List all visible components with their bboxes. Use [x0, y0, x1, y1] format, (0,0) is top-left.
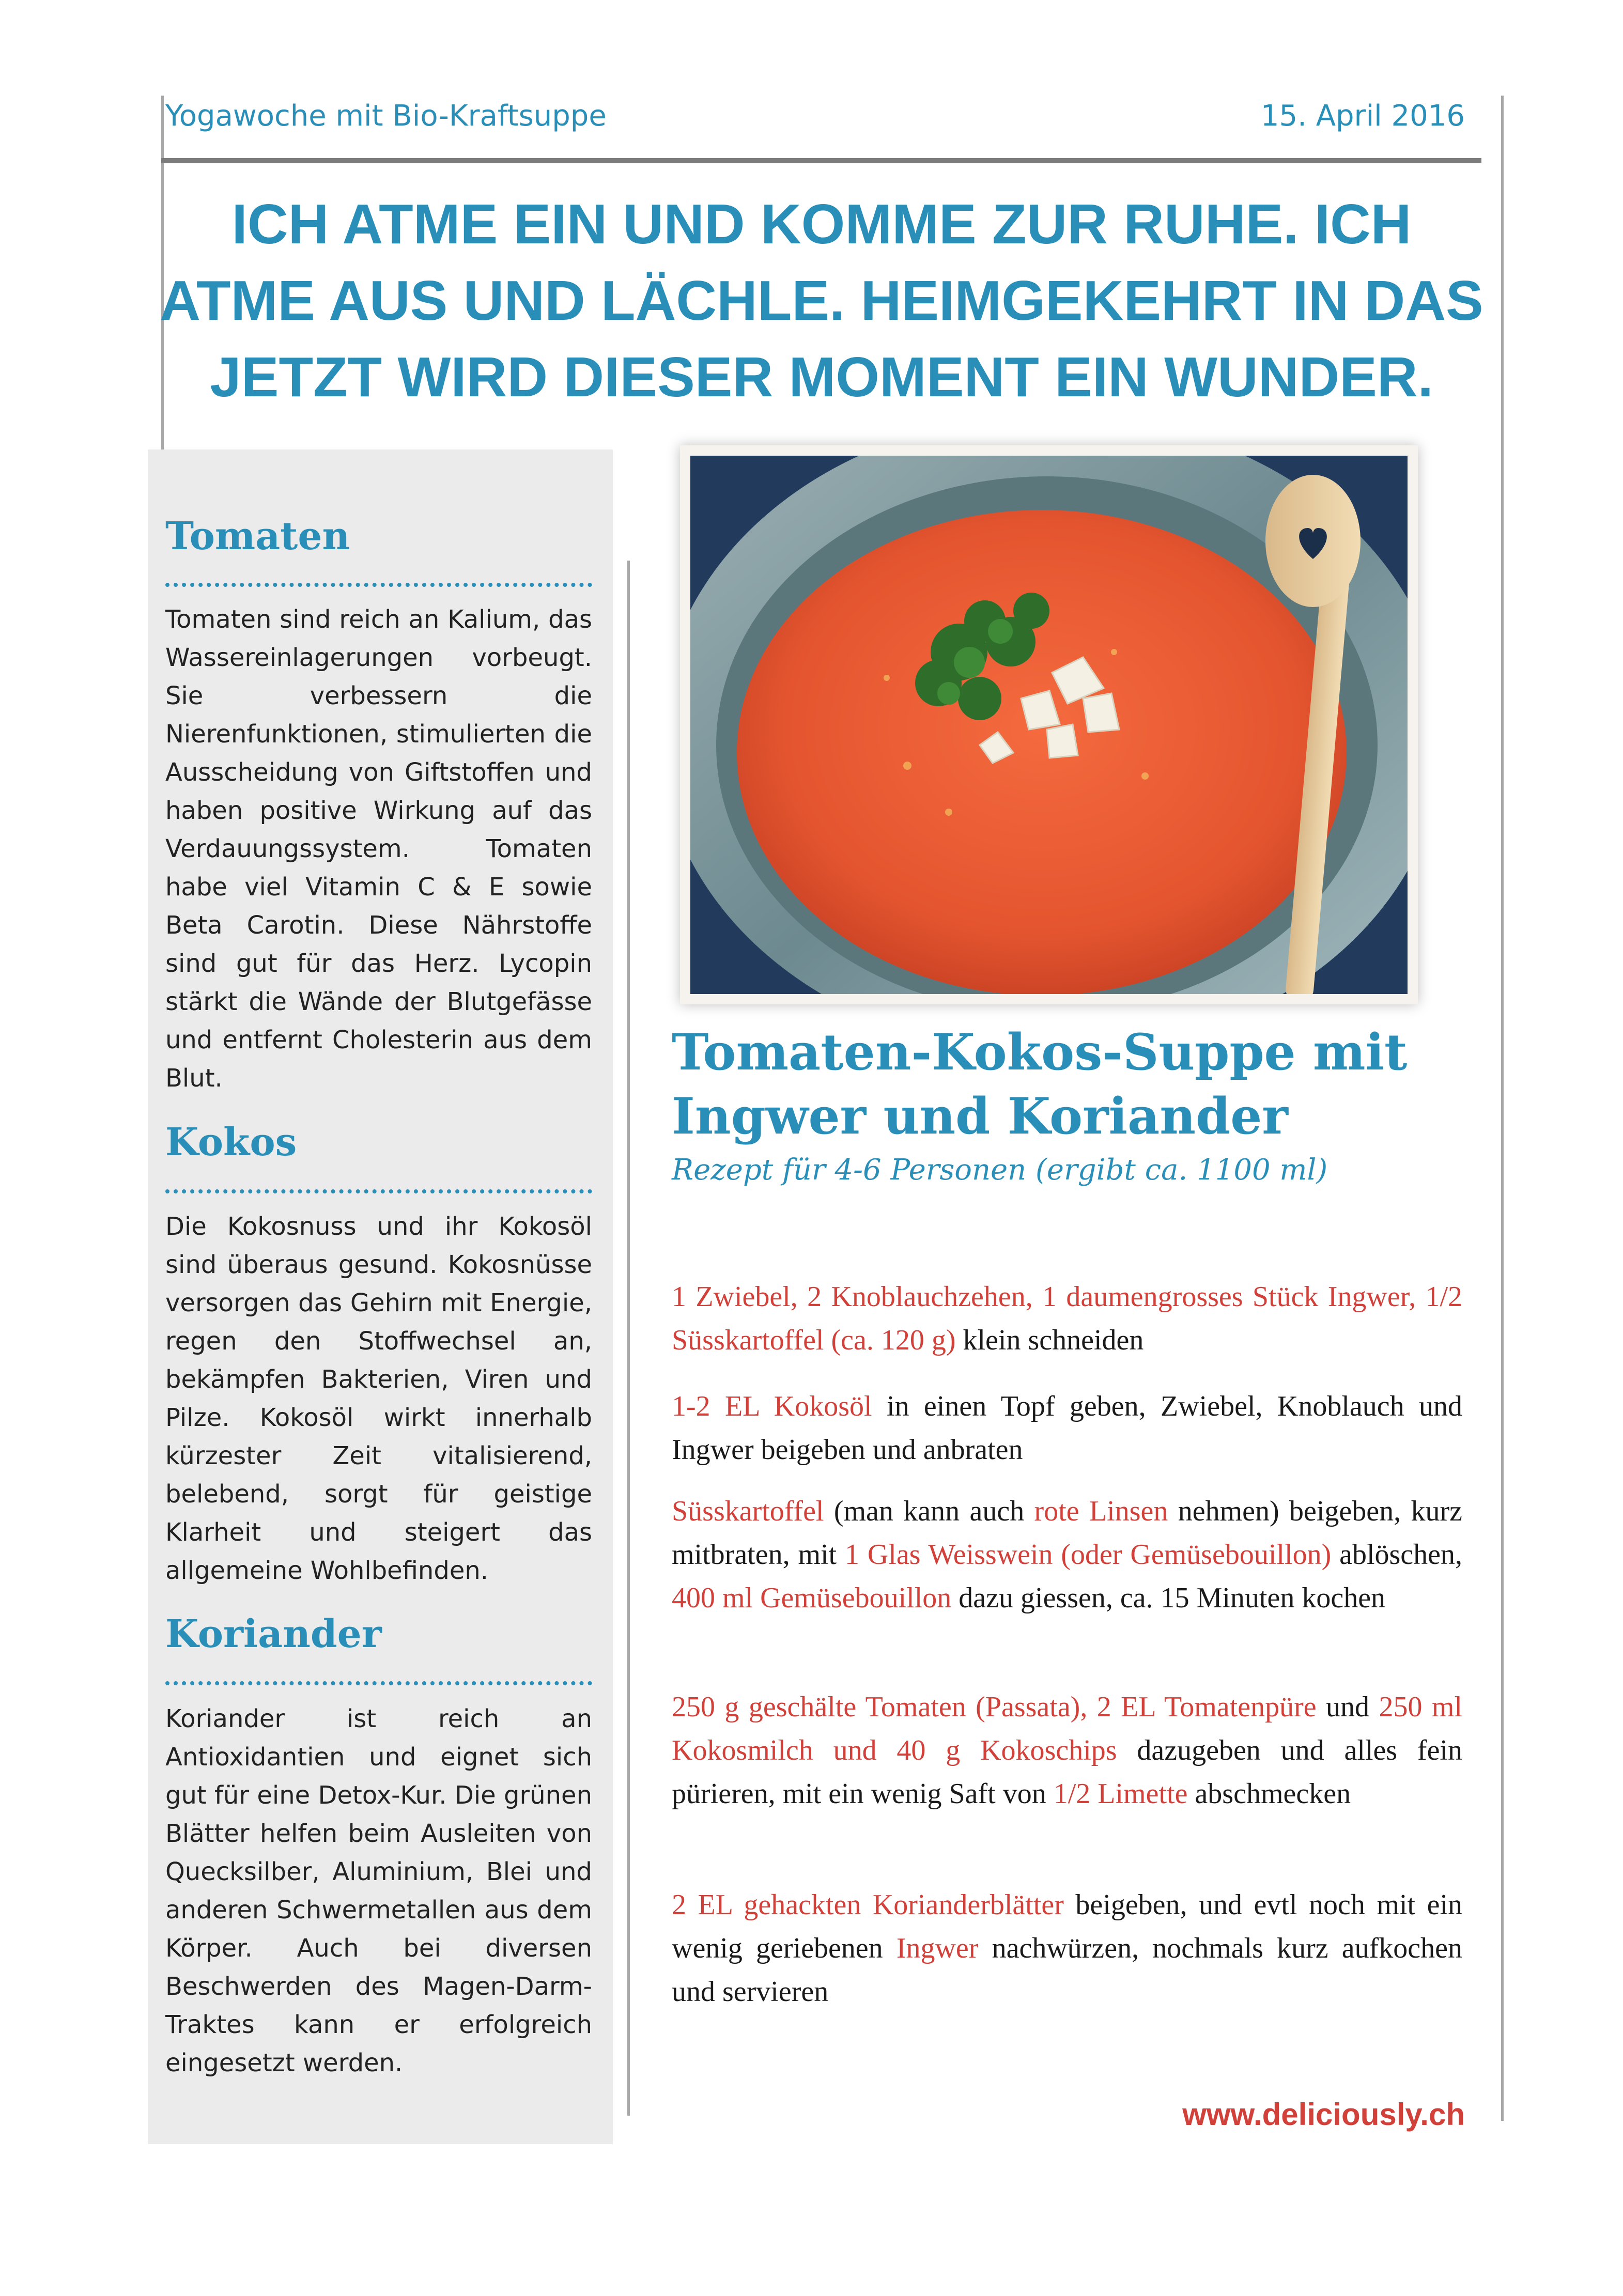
info-sidebar — [148, 449, 613, 2144]
ingredient-text: Süsskartoffel — [672, 1495, 824, 1527]
ingredient-text: 250 ml Kokosmilch und 40 g Kokoschips — [672, 1691, 1463, 1766]
instruction-text: nehmen) beigeben, kurz mitbraten, mit — [672, 1495, 1462, 1571]
instruction-text: beigeben, und evtl noch mit ein wenig geriebenen — [672, 1889, 1462, 1964]
sidebar-dotted-divider — [165, 1681, 592, 1685]
sidebar-heading-koriander: Koriander — [165, 1612, 382, 1656]
instruction-text: (man kann auch — [824, 1495, 1034, 1527]
soup-photo — [680, 445, 1418, 1004]
recipe-step-2 — [672, 1385, 1462, 1471]
right-margin-rule — [1501, 96, 1504, 2121]
ingredient-text: 2 EL gehackten Korianderblätter — [672, 1889, 1064, 1921]
website-link[interactable]: www.deliciously.ch — [1182, 2097, 1465, 2132]
instruction-text: dazugeben und alles fein pürieren, mit ein wenig Saft von — [672, 1734, 1462, 1810]
ingredient-text: 250 g geschälte Tomaten (Passata), 2 EL Tomatenpüre — [672, 1691, 1317, 1723]
ingredient-text: 1 Zwiebel, 2 Knoblauchzehen, 1 daumengrosses Stück Ingwer, 1/2 Süsskartoffel (ca. 120 g) — [672, 1281, 1462, 1356]
instruction-text: in einen Topf geben, Zwiebel, Knoblauch und Ingwer beigeben und anbraten — [672, 1390, 1462, 1466]
ingredient-text: Ingwer — [896, 1932, 979, 1964]
ingredient-text: 1 Glas Weisswein (oder Gemüsebouillon) — [844, 1539, 1332, 1571]
sidebar-heading-tomaten: Tomaten — [165, 514, 350, 559]
header-title: Yogawoche mit Bio-Kraftsuppe — [165, 99, 607, 133]
recipe-subtitle: Rezept für 4-6 Personen (ergibt ca. 1100 ml) — [672, 1153, 1328, 1187]
sidebar-text-kokos: Die Kokosnuss und ihr Kokosöl sind überaus gesund. Kokosnüsse versorgen das Gehirn mit Energie, regen den Stoffwechsel an, bekämpfen Bakterien, Viren und Pilze. Kokosöl wirkt innerhalb kürzester Zeit vitalisierend, belebend, sorgt für geistige Klarheit und steigert das allgemeine Wohlbefinden. — [165, 1212, 592, 1585]
ingredient-text: 1/2 Limette — [1053, 1778, 1188, 1810]
recipe-step-1 — [672, 1275, 1462, 1362]
sidebar-text-koriander: Koriander ist reich an Antioxidantien und eignet sich gut für eine Detox-Kur. Die grünen Blätter helfen beim Ausleiten von Quecksilber, Aluminium, Blei und anderen Schwermetallen aus dem Körper. Auch bei diversen Beschwerden des Magen-Darm-Traktes kann er erfolgreich eingesetzt werden. — [165, 1704, 592, 2077]
sidebar-dotted-divider — [165, 583, 592, 587]
header-divider — [161, 158, 1481, 163]
instruction-text: nachwürzen, nochmals kurz aufkochen und servieren — [672, 1932, 1462, 2008]
recipe-step-4 — [672, 1685, 1462, 1816]
ingredient-text: 1-2 EL Kokosöl — [672, 1390, 872, 1422]
ingredient-text: 400 ml Gemüsebouillon — [672, 1582, 952, 1614]
instruction-text: und — [1316, 1691, 1379, 1723]
soup-photo-image — [690, 456, 1408, 994]
instruction-text: dazu giessen, ca. 15 Minuten kochen — [951, 1582, 1386, 1614]
recipe-title: Tomaten-Kokos-Suppe mit Ingwer und Koriander — [672, 1023, 1408, 1145]
sidebar-heading-kokos: Kokos — [165, 1120, 297, 1165]
instruction-text: ablöschen, — [1331, 1539, 1463, 1571]
instruction-text: abschmecken — [1187, 1778, 1351, 1810]
header-date: 15. April 2016 — [1260, 99, 1465, 133]
sidebar-text-tomaten: Tomaten sind reich an Kalium, das Wassereinlagerungen vorbeugt. Sie verbessern die Nierenfunktionen, stimulierten die Ausscheidung von Giftstoffen und haben positive Wirkung auf das Verdauungssystem. Tomaten habe viel Vitamin C & E sowie Beta Carotin. Diese Nährstoffe sind gut für das Herz. Lycopin stärkt die Wände der Blutgefässe und entfernt Cholesterin aus dem Blut. — [165, 605, 592, 1093]
sidebar-dotted-divider — [165, 1189, 592, 1193]
headline-quote: ICH ATME EIN UND KOMME ZUR RUHE. ICH ATME AUS UND LÄCHLE. HEIMGEKEHRT IN DAS JETZT WIRD DIESER MOMENT EIN WUNDER. — [160, 193, 1483, 409]
ingredient-text: rote Linsen — [1034, 1495, 1168, 1527]
column-divider-rule — [627, 561, 630, 2116]
recipe-step-3 — [672, 1490, 1462, 1620]
instruction-text: klein schneiden — [955, 1324, 1144, 1356]
recipe-step-5 — [672, 1883, 1462, 2013]
